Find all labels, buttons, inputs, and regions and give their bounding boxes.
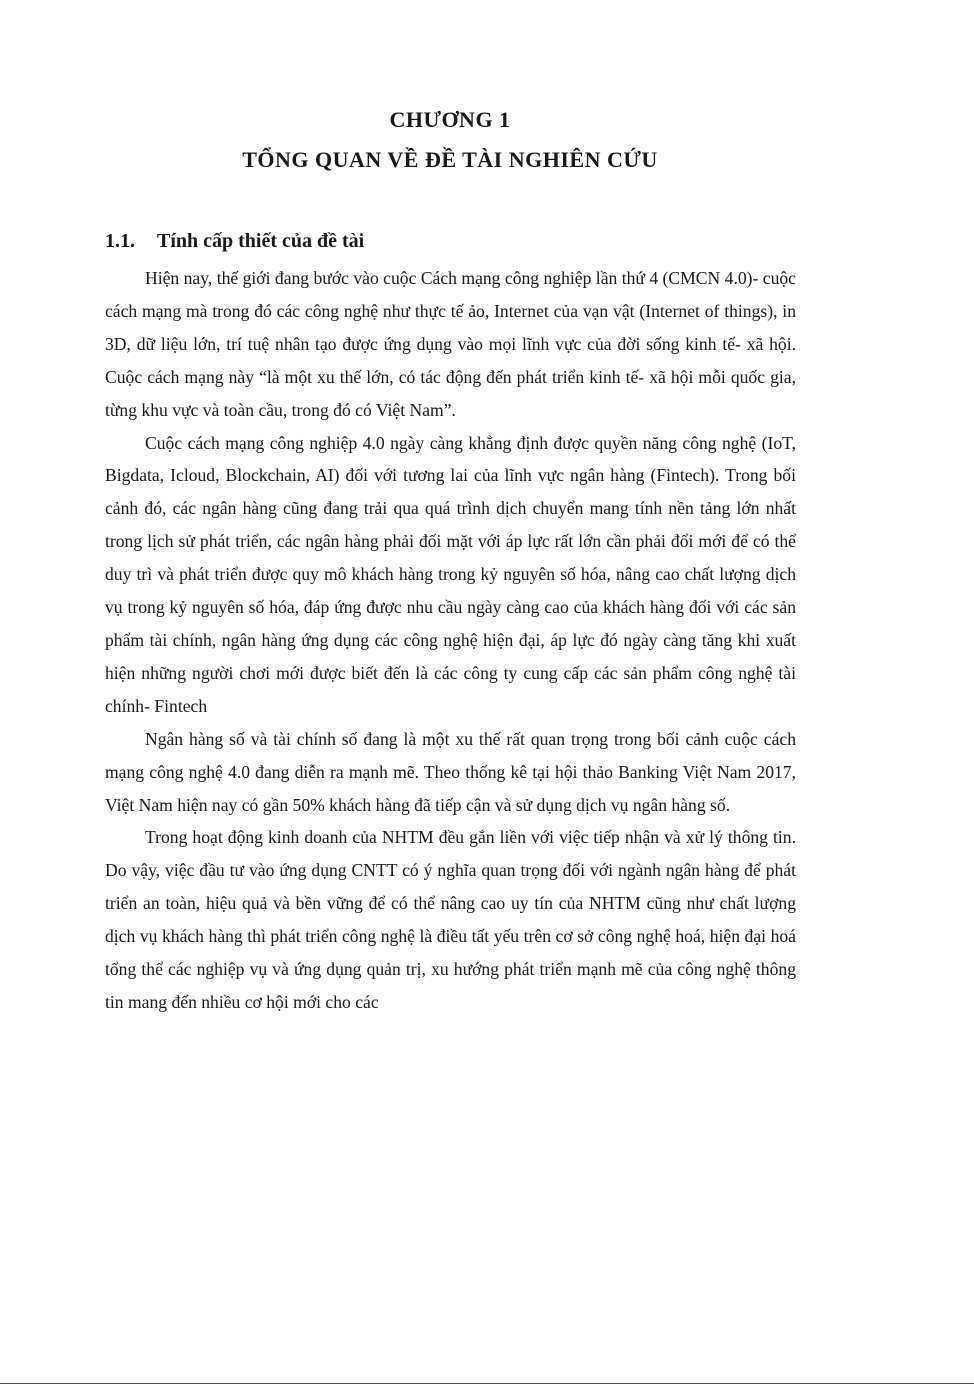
chapter-title: TỔNG QUAN VỀ ĐỀ TÀI NGHIÊN CỨU [242, 147, 658, 172]
paragraph: Ngân hàng số và tài chính số đang là một xu thế rất quan trọng trong bối cảnh cuộc cách mạng công nghệ 4.0 đang diễn ra mạnh mẽ. Theo thống kê tại hội thảo Banking Việt Nam 2017, Việt Nam hiện nay có gần 50% khách hàng đã tiếp cận và sử dụng dịch vụ ngân hàng số. [105, 728, 796, 815]
body-text [105, 262, 796, 1019]
section-number: 1.1. [105, 230, 135, 252]
section-heading [105, 230, 364, 253]
chapter-number: CHƯƠNG 1 [389, 107, 511, 132]
paragraph: Trong hoạt động kinh doanh của NHTM đều gắn liền với việc tiếp nhận và xử lý thông tin. Do vậy, việc đầu tư vào ứng dụng CNTT có ý nghĩa quan trọng đối với ngành ngân hàng để phát triển an toàn, hiệu quả và bền vững để có thể nâng cao uy tín của NHTM cũng như chất lượng dịch vụ khách hàng thì phát triển công nghệ là điều tất yếu trên cơ sở công nghệ hoá, hiện đại hoá tổng thể các nghiệp vụ và ứng dụng quản trị, xu hướng phát triển mạnh mẽ của công nghệ thông tin mang đến nhiều cơ hội mới cho các [105, 827, 796, 1012]
section-title: Tính cấp thiết của đề tài [157, 230, 365, 252]
paragraph: Cuộc cách mạng công nghiệp 4.0 ngày càng khẳng định được quyền năng công nghệ (IoT, Bigdata, Icloud, Blockchain, AI) đối với tương lai của lĩnh vực ngân hàng (Fintech). Trong bối cảnh đó, các ngân hàng cũng đang trải qua quá trình dịch chuyển mang tính nền tảng lớn nhất trong lịch sử phát triển, các ngân hàng phải đối mặt với áp lực rất lớn cần phải đổi mới để có thể duy trì và phát triển được quy mô khách hàng trong kỷ nguyên số hóa, nâng cao chất lượng dịch vụ trong kỷ nguyên số hóa, đáp ứng được nhu cầu ngày càng cao của khách hàng đối với các sản phẩm tài chính, ngân hàng ứng dụng các công nghệ hiện đại, áp lực đó ngày càng tăng khi xuất hiện những người chơi mới được biết đến là các công ty cung cấp các sản phẩm công nghệ tài chính- Fintech [105, 432, 796, 716]
paragraph: Hiện nay, thế giới đang bước vào cuộc Cách mạng công nghiệp lần thứ 4 (CMCN 4.0)- cuộc cách mạng mà trong đó các công nghệ như thực tế ảo, Internet của vạn vật (Internet of things), in 3D, dữ liệu lớn, trí tuệ nhân tạo được ứng dụng vào mọi lĩnh vực của đời sống kinh tế- xã hội. Cuộc cách mạng này “là một xu thế lớn, có tác động đến phát triển kinh tế- xã hội mỗi quốc gia, từng khu vực và toàn cầu, trong đó có Việt Nam”. [105, 268, 796, 420]
page-bottom-rule [0, 1383, 974, 1384]
